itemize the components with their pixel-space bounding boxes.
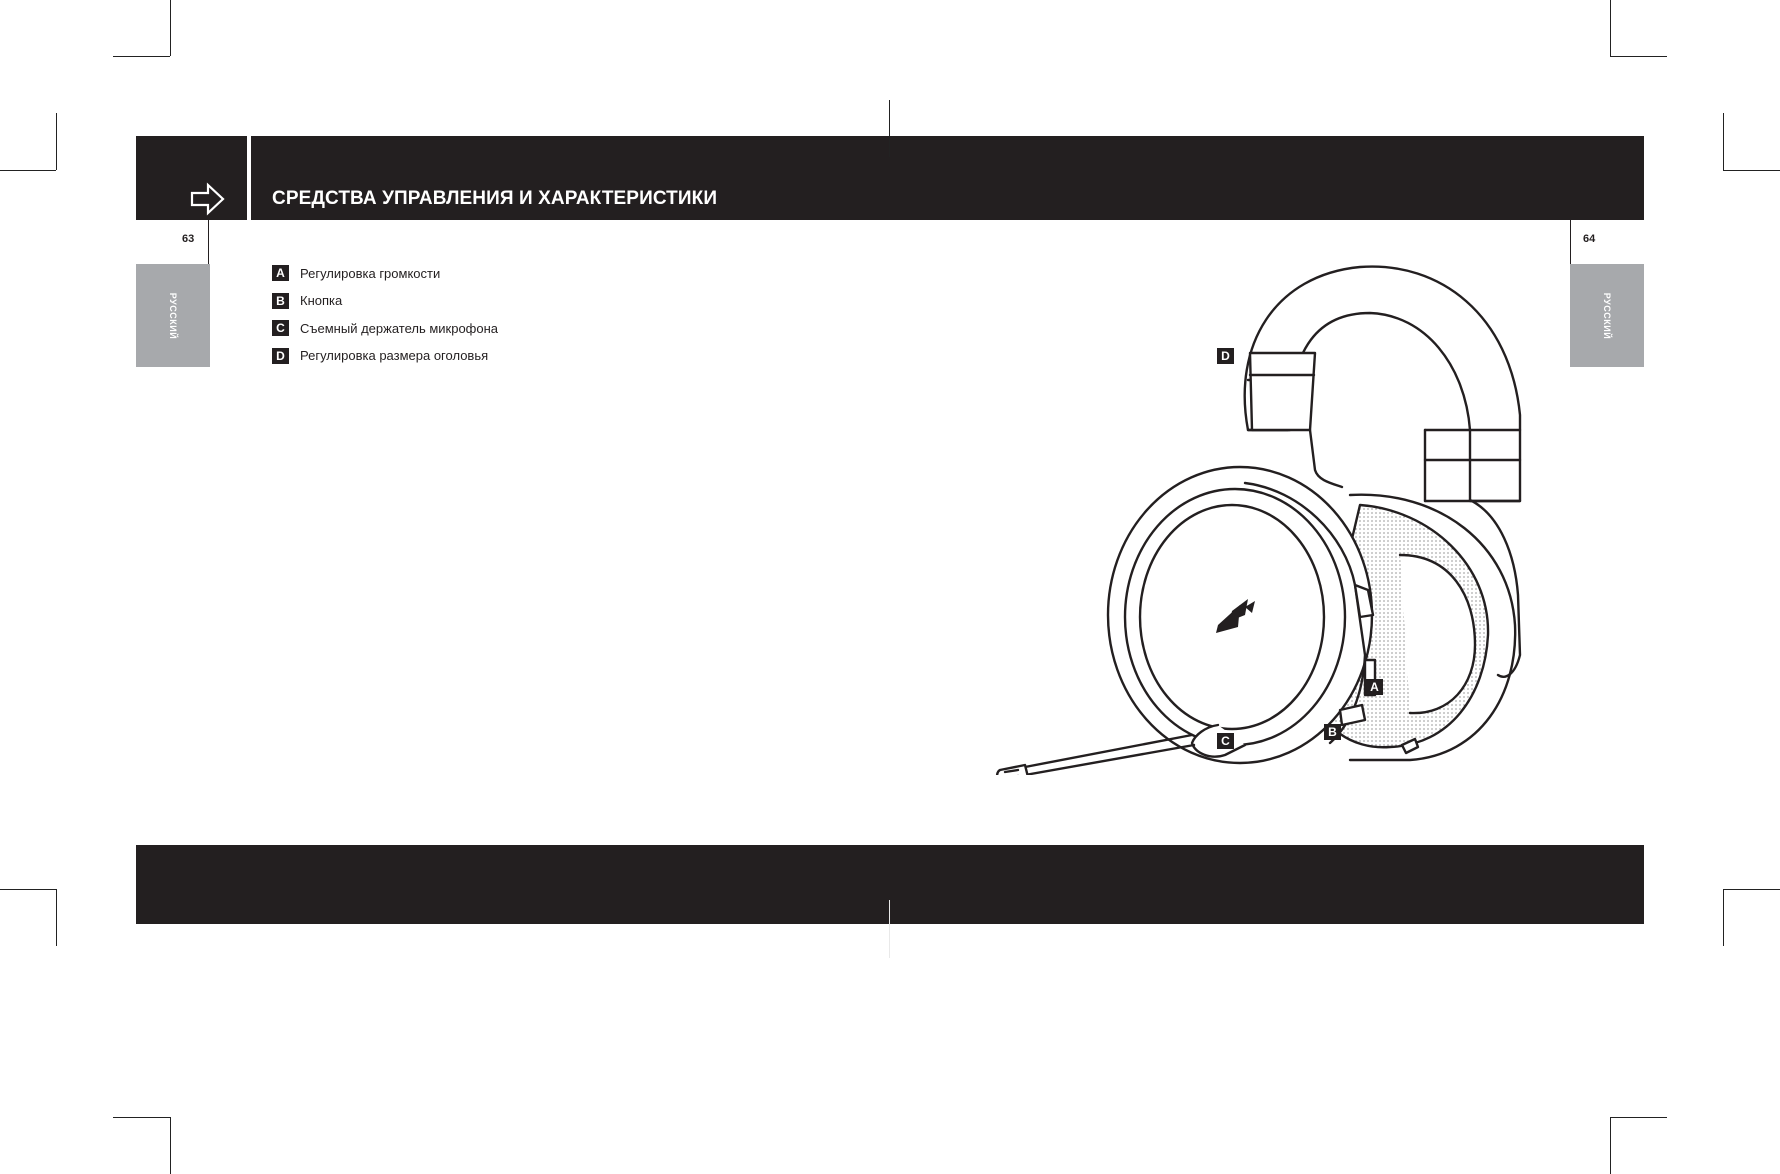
crop-mark bbox=[1723, 889, 1724, 946]
legend-label: Съемный держатель микрофона bbox=[300, 320, 499, 336]
crop-mark bbox=[0, 889, 56, 890]
page-number-right: 64 bbox=[1583, 233, 1596, 245]
crop-mark bbox=[1723, 889, 1780, 890]
crop-mark bbox=[1610, 1117, 1611, 1174]
headset-drawing bbox=[970, 255, 1540, 775]
crop-mark bbox=[1610, 0, 1611, 56]
crop-mark bbox=[113, 1117, 170, 1118]
center-crop-mark bbox=[889, 900, 890, 958]
crop-mark bbox=[56, 113, 57, 170]
language-label: РУССКИЙ bbox=[1602, 292, 1612, 339]
crop-mark bbox=[1723, 170, 1780, 171]
legend-key: B bbox=[272, 293, 289, 309]
legend-key: A bbox=[272, 265, 289, 281]
legend-item bbox=[272, 292, 498, 310]
crop-mark bbox=[1723, 113, 1724, 170]
crop-mark bbox=[56, 889, 57, 946]
legend-key: D bbox=[272, 348, 289, 364]
legend-key: C bbox=[272, 320, 289, 336]
language-tab-left bbox=[136, 264, 210, 367]
callout-c: C bbox=[1217, 733, 1234, 749]
legend-label: Регулировка громкости bbox=[300, 265, 441, 281]
legend-item bbox=[272, 347, 498, 365]
headset-illustration bbox=[970, 255, 1540, 775]
callout-a: A bbox=[1366, 679, 1383, 695]
legend-item bbox=[272, 319, 498, 337]
crop-mark bbox=[170, 0, 171, 56]
legend-label: Регулировка размера оголовья bbox=[300, 348, 489, 363]
crop-mark bbox=[170, 1117, 171, 1174]
callout-b: B bbox=[1324, 724, 1341, 740]
center-crop-mark bbox=[889, 100, 890, 157]
crop-mark bbox=[1610, 56, 1667, 57]
page-number-left: 63 bbox=[182, 233, 195, 245]
page-number-rule bbox=[1570, 220, 1571, 264]
crop-mark bbox=[0, 170, 56, 171]
footer-bar bbox=[136, 845, 1644, 924]
callout-d: D bbox=[1217, 348, 1234, 364]
legend-label: Кнопка bbox=[300, 293, 343, 308]
controls-legend bbox=[272, 264, 498, 374]
crop-mark bbox=[113, 56, 170, 57]
page-title: СРЕДСТВА УПРАВЛЕНИЯ И ХАРАКТЕРИСТИКИ bbox=[272, 188, 718, 209]
page-number-rule bbox=[208, 220, 209, 264]
language-tab-right bbox=[1570, 264, 1644, 367]
crop-mark bbox=[1610, 1117, 1667, 1118]
arrow-right-icon bbox=[190, 182, 226, 216]
language-label: РУССКИЙ bbox=[168, 292, 178, 339]
legend-item bbox=[272, 264, 498, 282]
